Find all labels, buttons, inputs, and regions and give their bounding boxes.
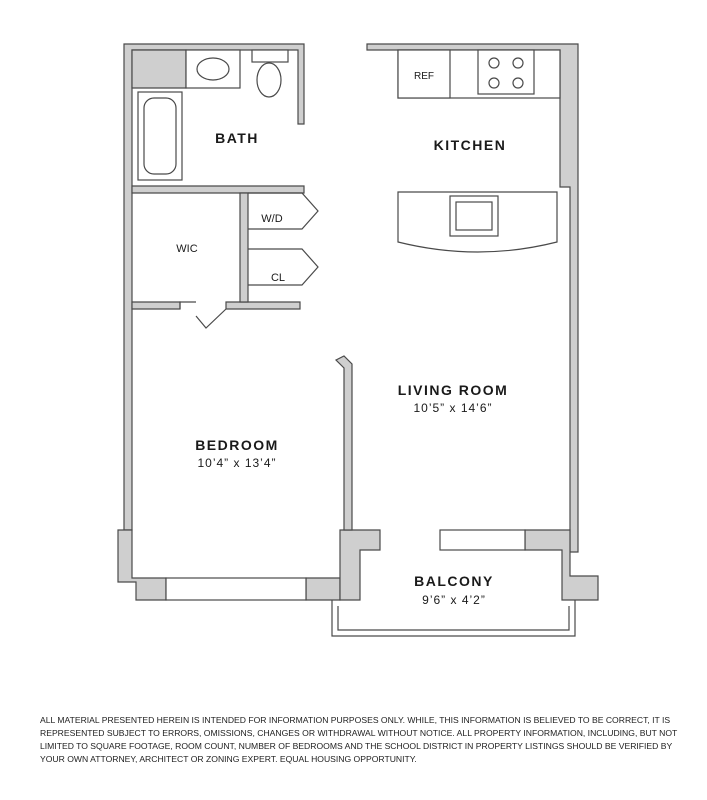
wall-closet-bottom: [226, 302, 300, 309]
wall-bedroom-bottom-mid: [306, 578, 340, 600]
bath-label: BATH: [215, 130, 259, 146]
kitchen-label: KITCHEN: [433, 137, 507, 153]
wall-bedroom-bottom-left: [118, 530, 166, 600]
wd-label: W/D: [261, 213, 283, 225]
wall-bath-bottom: [132, 186, 304, 193]
wic-door: [180, 302, 196, 309]
burner-icon: [513, 58, 523, 68]
living-room-label: LIVING ROOM: [397, 382, 509, 398]
balcony-label: BALCONY: [414, 573, 494, 589]
wall-column-right: [525, 530, 598, 600]
toilet-icon: [257, 63, 281, 97]
bedroom-label: BEDROOM: [195, 437, 279, 453]
wall-bath-corner: [132, 50, 186, 88]
living-room-window: [440, 530, 525, 550]
wall-right: [367, 44, 578, 552]
burner-icon: [489, 58, 499, 68]
balcony-dimensions: 9’6” x 4’2”: [422, 593, 486, 607]
wic-door-swing: [196, 309, 226, 328]
toilet-tank: [252, 50, 288, 62]
living-room-dimensions: 10’5” x 14’6”: [413, 401, 493, 415]
bathtub-basin: [144, 98, 176, 174]
wall-partition: [336, 356, 352, 530]
balcony-rail-inner: [338, 606, 569, 630]
wall-closet-divider: [240, 193, 248, 302]
wall-column-left: [340, 530, 380, 600]
legal-disclaimer: ALL MATERIAL PRESENTED HEREIN IS INTENDED FOR INFORMATION PURPOSES ONLY. WHILE, THIS INFORMATION IS BELIEVED TO BE CORRECT, IT IS REPRESENTED SUBJECT TO ERRORS, OMISSIONS, CHANGES OR WITHDRAWAL WITHOUT NOTICE. ALL PROPERTY INFORMATION, INCLUDING, BUT NOT LIMITED TO SQUARE FOOTAGE, ROOM COUNT, NUMBER OF BEDROOMS AND THE SCHOOL DISTRICT IN PROPERTY LISTINGS SHOULD BE VERIFIED BY YOUR OWN ATTORNEY, ARCHITECT OR ZONING EXPERT. EQUAL HOUSING OPPORTUNITY.: [40, 715, 678, 764]
stove: [478, 50, 534, 94]
ref-label: REF: [414, 71, 434, 82]
bedroom-window: [166, 578, 306, 600]
cl-label: CL: [270, 272, 286, 284]
wic-label: WIC: [176, 243, 198, 255]
burner-icon: [489, 78, 499, 88]
bedroom-dimensions: 10’4” x 13’4”: [197, 456, 277, 470]
wall-wic-bottom: [132, 302, 180, 309]
kitchen-sink-basin: [456, 202, 492, 230]
wd-door: [248, 193, 318, 229]
sink-icon: [197, 58, 229, 80]
burner-icon: [513, 78, 523, 88]
